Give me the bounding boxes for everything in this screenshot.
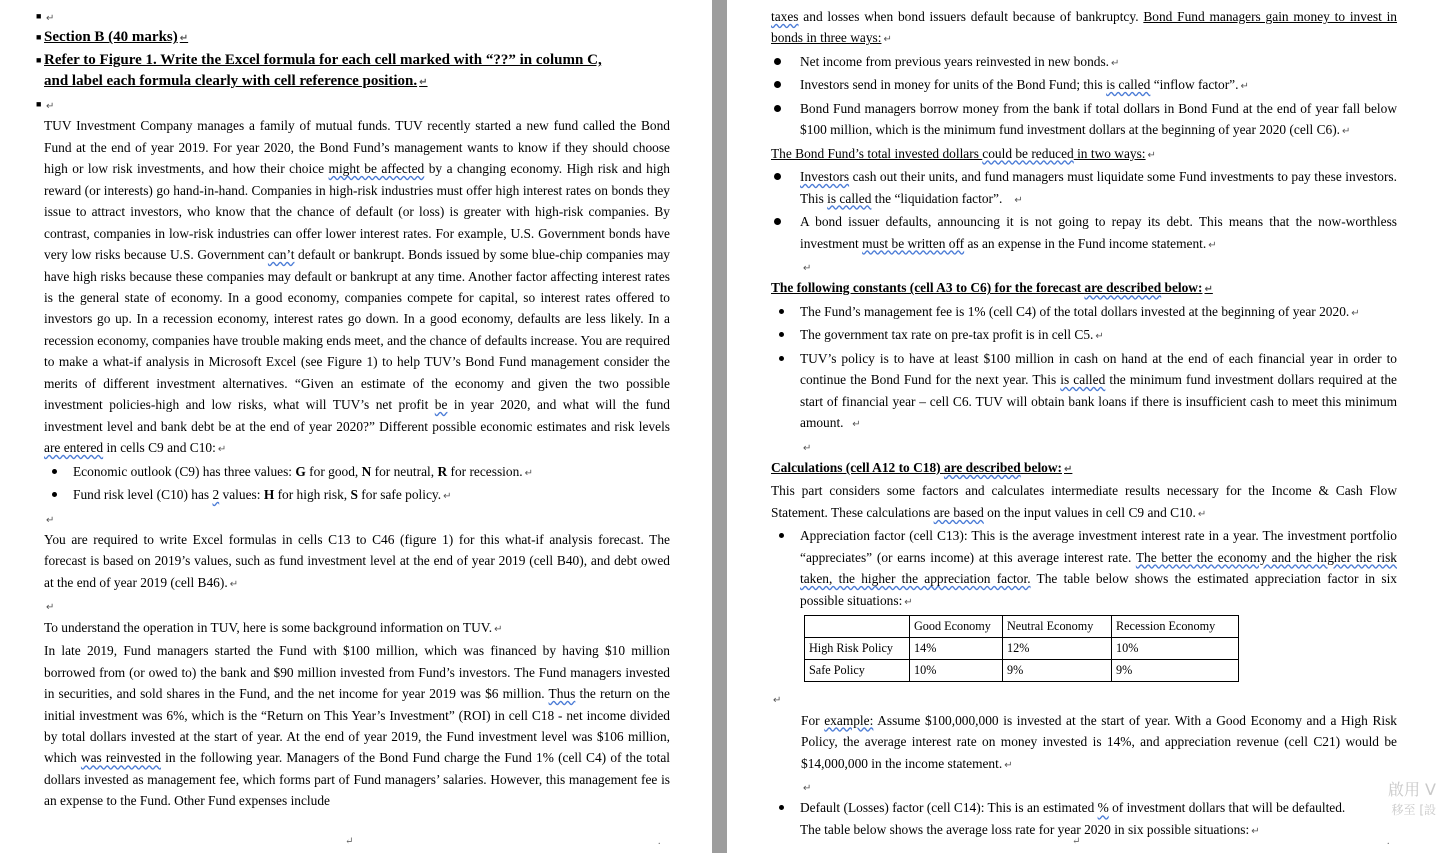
empty-paragraph: ↵ xyxy=(46,514,55,526)
continuation-paragraph: taxes and losses when bond issuers default because of bankruptcy. Bond Fund managers gain money to invest in bonds in three ways: ↵ xyxy=(771,9,1398,46)
section-title: ■ Section B (40 marks) ↵ xyxy=(36,29,189,46)
page-edge-mark: . xyxy=(1387,836,1390,847)
reduced-list xyxy=(771,166,1397,256)
watermark-line: 移至 [設 xyxy=(1391,803,1436,817)
document-page-right xyxy=(727,0,1440,853)
table-cell: 9% xyxy=(1112,660,1239,682)
table-cell: 12% xyxy=(1003,638,1112,660)
list-item: Investors cash out their units, and fund managers must liquidate some Fund investments to pay these investors. This is called the “liquidation factor”. ↵ xyxy=(771,166,1397,211)
list-item: A bond issuer defaults, announcing it is not going to repay its debt. This means that the now-worthless investment must be written off as an expense in the Fund income statement. ↵ xyxy=(771,211,1397,256)
list-item: The Fund’s management fee is 1% (cell C4) of the total dollars invested at the beginning of year 2020. ↵ xyxy=(771,301,1397,324)
paragraph-mark: ↵ xyxy=(345,836,354,847)
page-left-text-column xyxy=(36,6,671,812)
page-right-text-column xyxy=(771,6,1397,842)
background-paragraph: In late 2019, Fund managers started the Fund with $100 million, which was financed by having $10 million borrowed from (or owed to) the bank and $90 million invested from Fund’s investors. The Fund managers invested in securities, and sold shares in the Fund, and the net income for year 2019 was $6 million. Thus the return on the initial investment was 6%, which is the “Return on This Year’s Investment” (ROI) in cell C18 - net income divided by total dollars invested at the start of year. At the end of year 2019, the Fund investment level was $106 million, which was reinvested in the following year. Managers of the Bond Fund charge the Fund 1% (cell C4) of the total dollars invested as management fee, which forms part of Fund managers’ salaries. However, this management fee is an expense to the Fund. Other Fund expenses include xyxy=(44,643,671,809)
activation-watermark xyxy=(1388,780,1436,820)
list-item: The government tax rate on pre-tax profit is in cell C5. ↵ xyxy=(771,324,1397,347)
list-item: Bond Fund managers borrow money from the bank if total dollars in Bond Fund at the end of year fall below $100 million, which is the minimum fund investment dollars at the beginning of year 2020 (cell C6). ↵ xyxy=(771,98,1397,143)
list-item: Appreciation factor (cell C13): This is the average investment interest rate in a year. The investment portfolio “appreciates” (or earns income) at this average interest rate. The better the economy and the higher the risk taken, the higher the appreciation factor. The table below shows the estimated appreciation factor in six possible situations: ↵ xyxy=(771,525,1397,613)
empty-paragraph: ↵ xyxy=(803,442,812,454)
empty-paragraph: ↵ xyxy=(803,262,812,274)
list-item: Net income from previous years reinvested in new bonds. ↵ xyxy=(771,51,1397,74)
table-cell: 14% xyxy=(910,638,1003,660)
appreciation-factor-table xyxy=(804,615,1239,682)
empty-paragraph: ↵ xyxy=(46,602,55,614)
constants-list xyxy=(771,301,1397,436)
list-item: Fund risk level (C10) has 2 values: H for high risk, S for safe policy. ↵ xyxy=(44,484,670,507)
paragraph-mark: ↵ xyxy=(1072,836,1081,847)
table-cell: Safe Policy xyxy=(805,660,910,682)
table-header-cell: Neutral Economy xyxy=(1003,616,1112,638)
empty-paragraph: ↵ xyxy=(803,783,812,794)
appreciation-list xyxy=(771,525,1397,613)
table-cell: 10% xyxy=(910,660,1003,682)
table-row xyxy=(805,660,1239,682)
example-paragraph: For example: Assume $100,000,000 is invested at the start of year. With a Good Economy and a High Risk Policy, the average interest rate on money invested is 14%, and appreciation revenue (cell C21) would be $14,000,000 in the income statement. ↵ xyxy=(801,712,1397,771)
watermark-line: 啟用 V xyxy=(1387,780,1436,799)
input-values-list xyxy=(44,461,670,508)
document-page-left xyxy=(0,0,712,853)
formula-task-paragraph: You are required to write Excel formulas in cells C13 to C46 (figure 1) for this what-if analysis forecast. The forecast is based on 2019’s values, such as fund investment level at the end of year 2019 (cell B40), and debt owed at the end of year 2019 (cell B46). ↵ xyxy=(44,531,670,590)
table-cell: 10% xyxy=(1112,638,1239,660)
reduced-heading: The Bond Fund’s total invested dollars could be reduced in two ways: ↵ xyxy=(771,145,1156,161)
table-row xyxy=(805,638,1239,660)
empty-paragraph: ■ ↵ xyxy=(36,98,55,112)
list-item: Investors send in money for units of the Bond Fund; this is called “inflow factor”. ↵ xyxy=(771,74,1397,97)
empty-paragraph: ↵ xyxy=(773,695,782,707)
table-header-cell: Recession Economy xyxy=(1112,616,1239,638)
calculations-heading: Calculations (cell A12 to C18) are described below: ↵ xyxy=(771,460,1073,476)
list-item: TUV’s policy is to have at least $100 million in cash on hand at the end of each financial year in order to continue the Bond Fund for the next year. This is called the minimum fund investment dollars required at the start of financial year – cell C6. TUV will obtain bank loans if there is insufficient cash to meet this minimum amount. ↵ xyxy=(771,348,1397,436)
instruction-heading: ■ Refer to Figure 1. Write the Excel formula for each cell marked with “??” in column C, and label each formula clearly with cell reference position. ↵ xyxy=(36,51,602,90)
page-edge-mark: . xyxy=(658,836,661,847)
constants-heading: The following constants (cell A3 to C6) for the forecast are described below: ↵ xyxy=(771,280,1213,296)
table-header-cell xyxy=(805,616,910,638)
calculations-paragraph: This part considers some factors and calculates intermediate results necessary for the Income & Cash Flow Statement. These calculations are based on the input values in cell C9 and C10. ↵ xyxy=(771,483,1397,520)
table-header-row xyxy=(805,616,1239,638)
table-cell: High Risk Policy xyxy=(805,638,910,660)
list-item: Default (Losses) factor (cell C14): This is an estimated % of investment dollars that will be defaulted. The table below shows the average loss rate for year 2020 in six possible situations: ↵ xyxy=(771,797,1397,842)
background-intro-paragraph: To understand the operation in TUV, here is some background information on TUV. ↵ xyxy=(44,619,503,635)
gain-money-list xyxy=(771,51,1397,143)
table-cell: 9% xyxy=(1003,660,1112,682)
default-list xyxy=(771,797,1397,842)
page-gutter xyxy=(712,0,727,853)
table-header-cell: Good Economy xyxy=(910,616,1003,638)
empty-paragraph: ■ ↵ xyxy=(36,11,55,24)
list-item: Economic outlook (C9) has three values: G for good, N for neutral, R for recession. ↵ xyxy=(44,461,670,484)
intro-paragraph: TUV Investment Company manages a family of mutual funds. TUV recently started a new fund called the Bond Fund at the end of year 2019. For year 2020, the Bond Fund’s management wants to know if they should choose high or low risk investments, and how their choice might be affected by a changing economy. High risk and high reward (or interests) go hand-in-hand. Companies in high-risk industries must offer high interest rates on bonds they issue to attract investors, who know that the chance of default (or loss) is greater with high-risk companies. By contrast, companies in low-risk industries can offer lower interest rates. For example, U.S. Government bonds have very low risks because U.S. Government can’t default or bankrupt. Bonds issued by some blue-chip companies may have high risks because these companies may default or bankrupt at any time. Another factor affecting interest rates is the general state of economy. In a good economy, companies compete for capital, so interest rates offered to investors go up. In a recession economy, interest rates go down. In a good economy, defaults are less likely. In a recession economy, companies have trouble making ends meet, and the chance of defaults increase. You are required to make a what-if analysis in Microsoft Excel (see Figure 1) to help TUV’s Bond Fund management consider the merits of different investment alternatives. “Given an estimate of the economy and given the two possible investment policies-high and low risks, what will TUV’s net profit be in year 2020, and what will the fund investment level and bank debt be at the end of year 2020?” Different possible economic estimates and risk levels are entered in cells C9 and C10: ↵ xyxy=(44,118,670,456)
